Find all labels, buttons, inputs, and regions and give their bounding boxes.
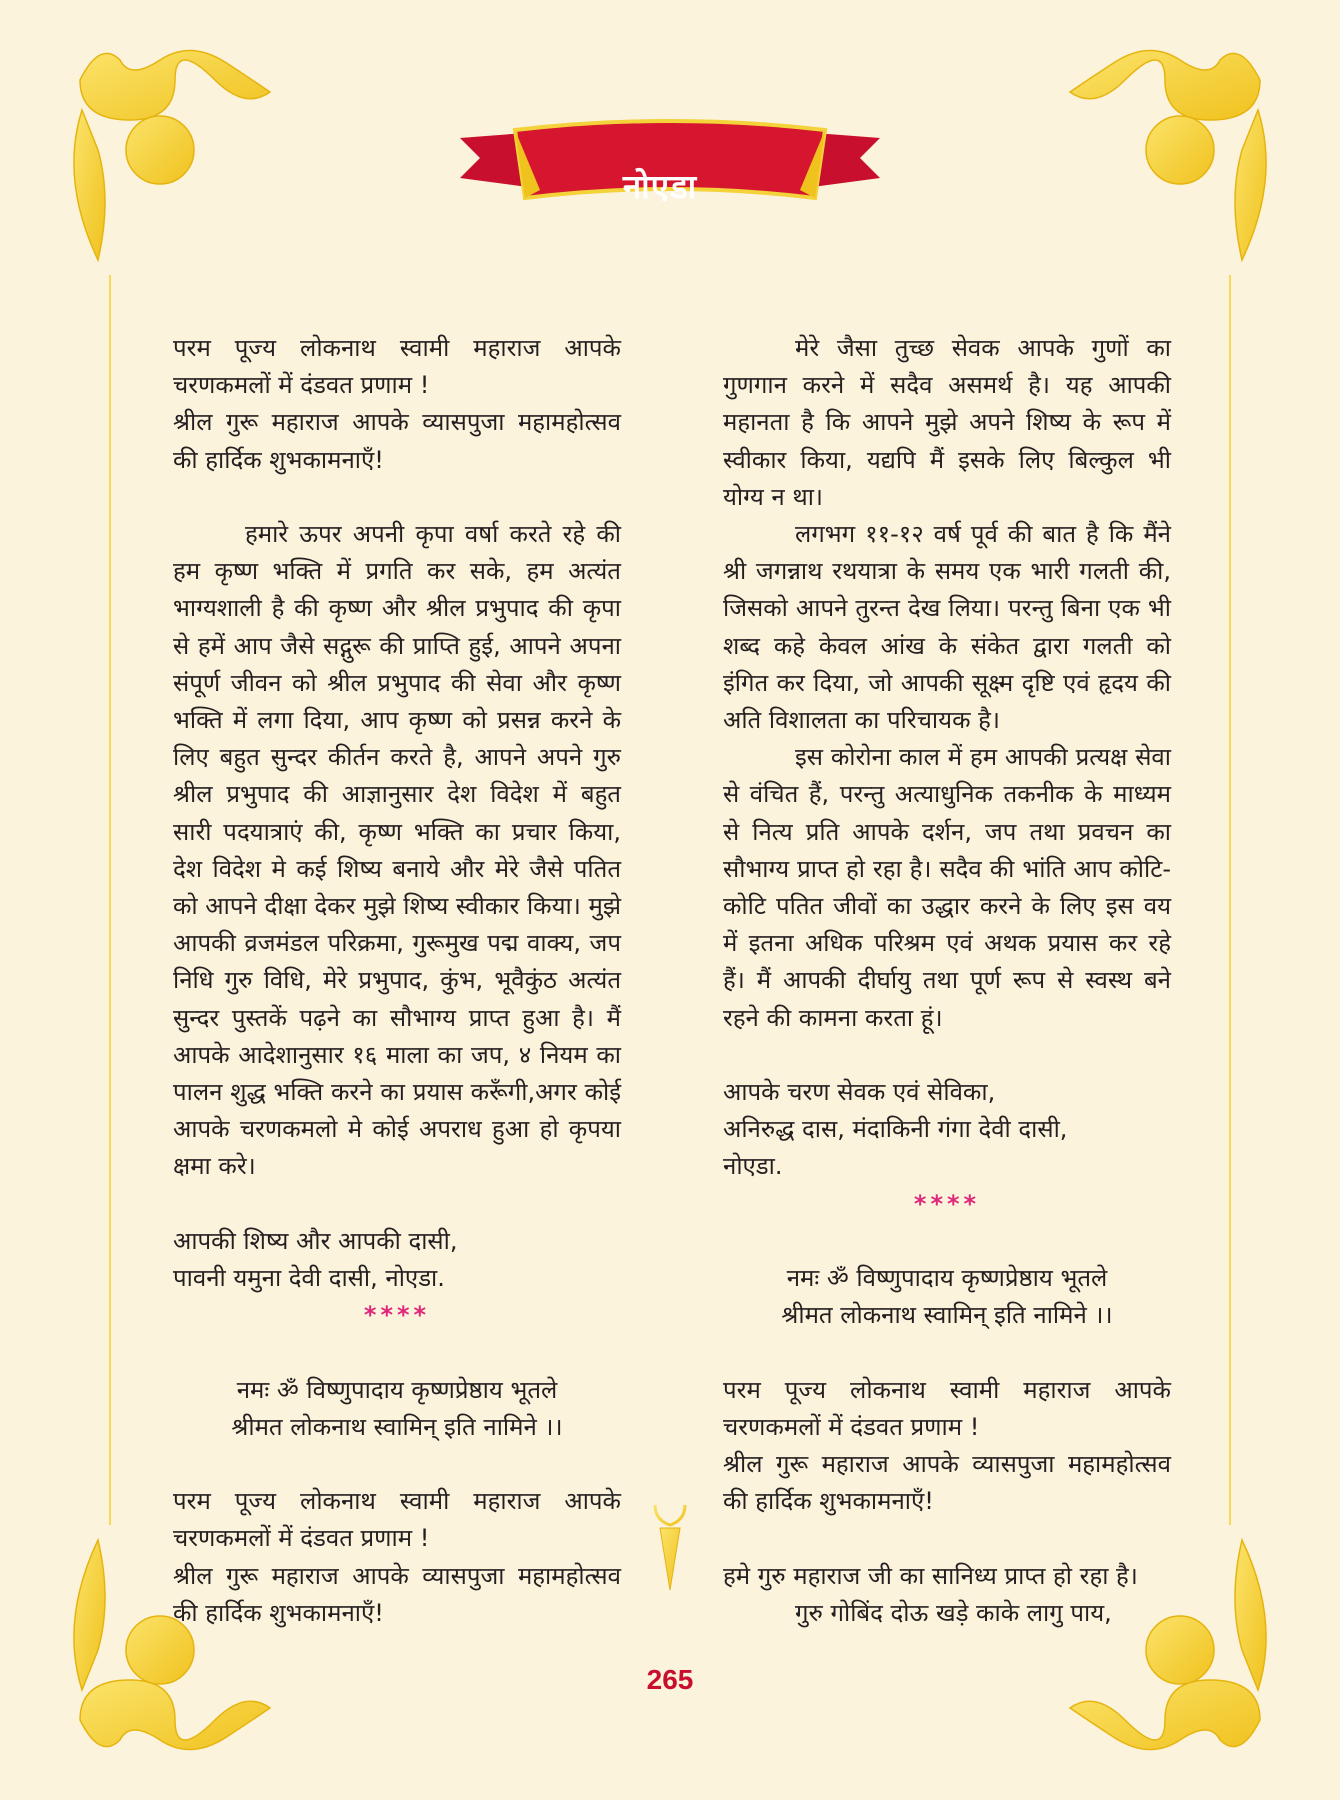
column-divider [655, 255, 685, 1525]
paragraph: इस कोरोना काल में हम आपकी प्रत्यक्ष सेवा से वंचित हैं, परन्तु अत्याधुनिक तकनीक के माध्यम से नित्य प्रति आपके दर्शन, जप तथा प्रवचन का सौभाग्य प्राप्त हो रहा है। सदैव की भांति आप कोटि-कोटि पतित जीवों का उद्धार करने के लिए इस वय में इतना अधिक परिश्रम एवं अथक प्रयास कर रहे हैं। मैं आपकी दीर्घायु तथा पूर्ण रूप से स्वस्थ बने रहने की कामना करता हूं। [723, 743, 1171, 1032]
banner-title: नोएडा [622, 167, 698, 206]
salutation-line: परम पूज्य लोकनाथ स्वामी महाराज आपके चरणकमलों में दंडवत प्रणाम ! [173, 334, 621, 400]
page-number: 265 [646, 1664, 694, 1695]
pranam-verse-line: नमः ॐ विष्णुपादाय कृष्णप्रेष्ठाय भूतले [786, 1264, 1108, 1293]
paragraph: मेरे जैसा तुच्छ सेवक आपके गुणों का गुणगान करने में सदैव असमर्थ है। यह आपकी महानता है कि आपने मुझे अपने शिष्य के रूप में स्वीकार किया, यद्यपि मैं इसके लिए बिल्कुल भी योग्य न था। [723, 334, 1171, 511]
salutation-line: श्रील गुरू महाराज आपके व्यासपुजा महामहोत्सव की हार्दिक शुभकामनाएँ! [173, 408, 621, 474]
salutation-line: परम पूज्य लोकनाथ स्वामी महाराज आपके चरणकमलों में दंडवत प्रणाम ! [723, 1375, 1171, 1441]
letter-body: हमारे ऊपर अपनी कृपा वर्षा करते रहे की हम कृष्ण भक्ति में प्रगति कर सके, हम अत्यंत भाग्यशाली है की कृष्ण और श्रील प्रभुपाद की कृपा से हमें आप जैसे सद्गुरू की प्राप्ति हुई, आपने अपना संपूर्ण जीवन को श्रील प्रभुपाद की सेवा और कृष्ण भक्ति में लगा दिया, आप कृष्ण को प्रसन्न करने के लिए बहुत सुन्दर कीर्तन करते है, आपने अपने गुरु श्रील प्रभुपाद की आज्ञानुसार देश विदेश में बहुत सारी पदयात्राएं की, कृष्ण भक्ति का प्रचार किया, देश विदेश मे कई शिष्य बनाये और मेरे जैसे पतित को आपने दीक्षा देकर मुझे शिष्य स्वीकार किया। मुझे आपकी व्रजमंडल परिक्रमा, गुरूमुख पद्म वाक्य, जप निधि गुरु विधि, मेरे प्रभुपाद, कुंभ, भूवैकुंठ अत्यंत सुन्दर पुस्तकें पढ़ने का सौभाग्य प्राप्त हुआ है। मैं आपके आदेशानुसार १६ माला का जप, ४ नियम का पालन शुद्ध भक्ति करने का प्रयास करूँगी,अगर कोई आपके चरणकमलो मे कोई अपराध हुआ हो कृपया क्षमा करे। [173, 520, 621, 1181]
signature-line: नोएडा. [723, 1152, 783, 1181]
corner-ornament-top-right [1070, 50, 1266, 260]
paragraph: लगभग ११-१२ वर्ष पूर्व की बात है कि मैंने श्री जगन्नाथ रथयात्रा के समय एक भारी गलती की, जिसको आपने तुरन्त देख लिया। परन्तु बिना एक भी शब्द कहे केवल आंख के संकेत द्वारा गलती को इंगित कर दिया, जो आपकी सूक्ष्म दृष्टि एवं हृदय की अति विशालता का परिचायक है। [723, 520, 1171, 735]
salutation-line: परम पूज्य लोकनाथ स्वामी महाराज आपके चरणकमलों में दंडवत प्रणाम ! [173, 1487, 621, 1553]
signature-line: आपकी शिष्य और आपकी दासी, [173, 1226, 458, 1255]
pranam-verse-line: श्रीमत लोकनाथ स्वामिन् इति नामिने ।। [781, 1301, 1113, 1330]
salutation-line: श्रील गुरू महाराज आपके व्यासपुजा महामहोत्सव की हार्दिक शुभकामनाएँ! [173, 1561, 621, 1627]
right-column [723, 330, 1171, 1632]
signature-line: पावनी यमुना देवी दासी, नोएडा. [173, 1264, 445, 1293]
signature-line: अनिरुद्ध दास, मंदाकिनी गंगा देवी दासी, [723, 1115, 1068, 1144]
separator-stars: **** [363, 1301, 431, 1330]
divider-drop-ornament [660, 1528, 680, 1590]
letter-body-line: हमे गुरु महाराज जी का सानिध्य प्राप्त हो रहा है। [723, 1561, 1138, 1590]
salutation-line: श्रील गुरू महाराज आपके व्यासपुजा महामहोत्सव की हार्दिक शुभकामनाएँ! [723, 1450, 1171, 1516]
pranam-verse-line: नमः ॐ विष्णुपादाय कृष्णप्रेष्ठाय भूतले [236, 1375, 558, 1404]
left-column [173, 330, 621, 1632]
pranam-verse-line: श्रीमत लोकनाथ स्वामिन् इति नामिने ।। [231, 1412, 563, 1441]
corner-ornament-top-left [74, 50, 270, 260]
letter-body-line: गुरु गोबिंद दोऊ खड़े काके लागु पाय, [795, 1598, 1112, 1627]
signature-line: आपके चरण सेवक एवं सेविका, [723, 1078, 996, 1107]
separator-stars: **** [913, 1189, 981, 1218]
